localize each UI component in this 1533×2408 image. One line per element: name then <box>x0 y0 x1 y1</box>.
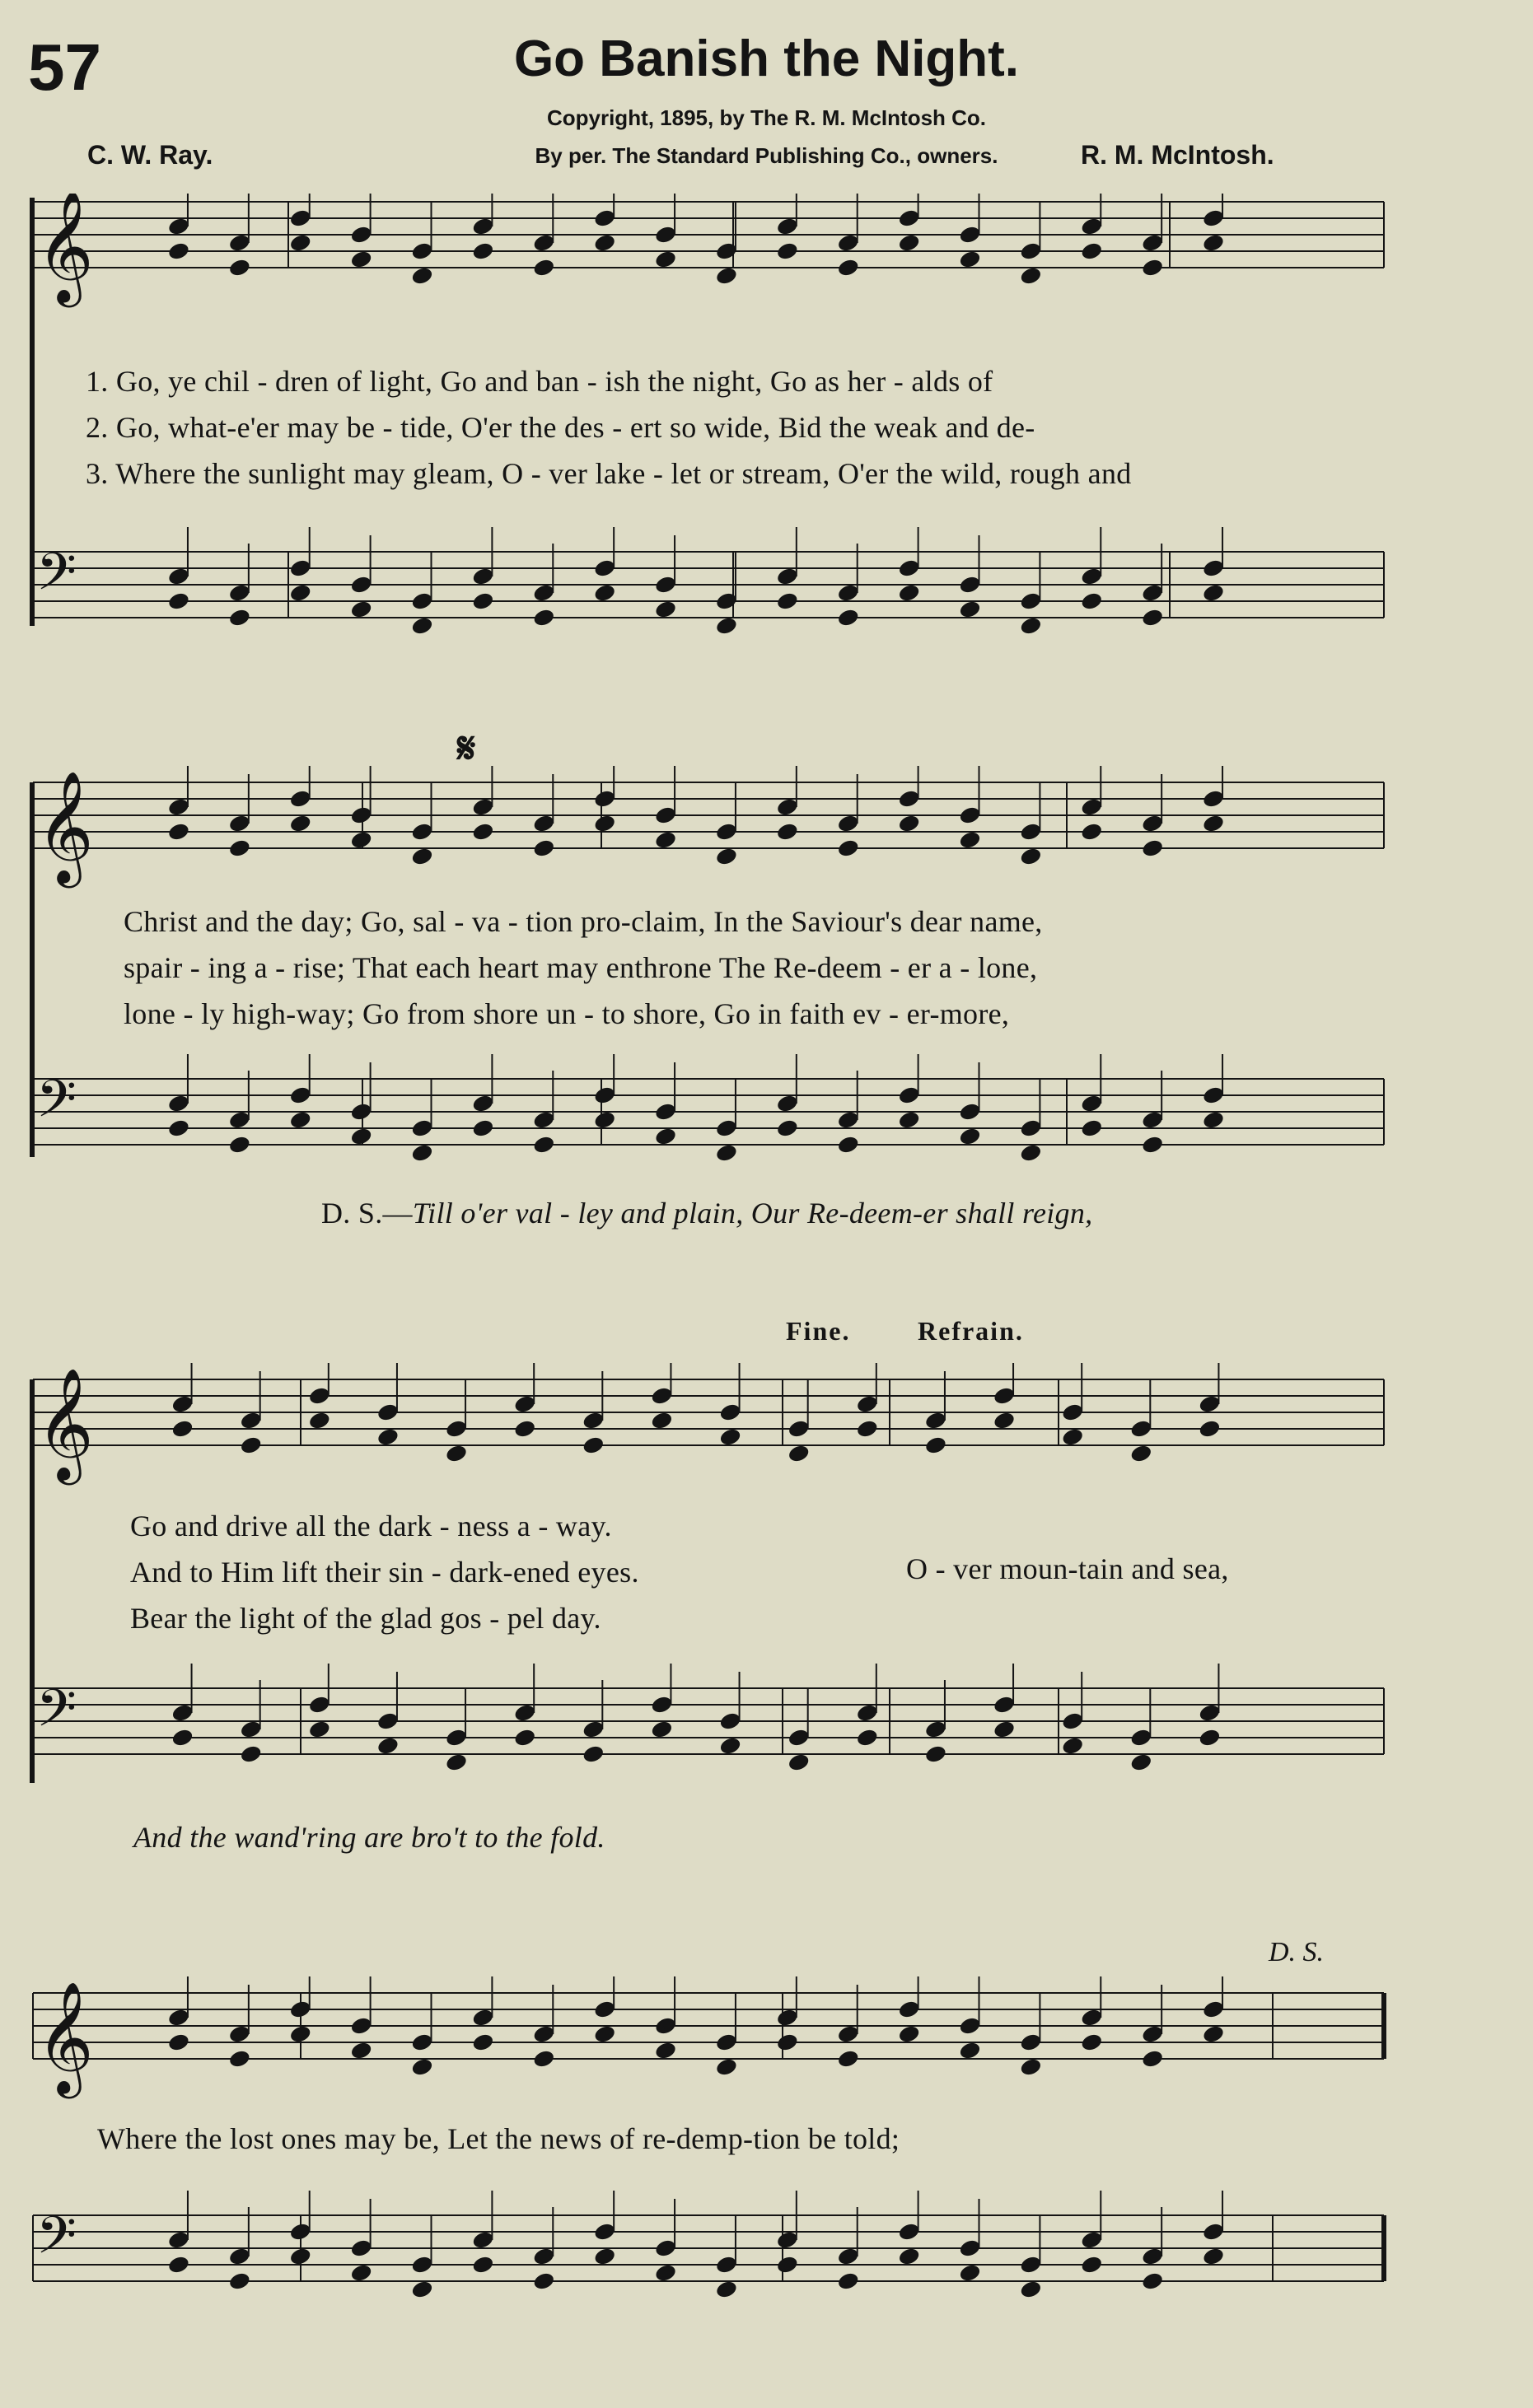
note-head <box>1141 2271 1165 2292</box>
note-head <box>239 1435 263 1456</box>
system-3-lyric-verse-1: Go and drive all the dark - ness a - way. <box>130 1510 612 1542</box>
system-3-bass-staff <box>25 1664 1392 1812</box>
note-head <box>776 1118 800 1139</box>
note-head <box>513 1419 537 1440</box>
note-head <box>349 2041 373 2061</box>
system-4-treble-staff <box>25 1976 1392 2125</box>
note-head <box>239 1744 263 1765</box>
note-head <box>228 258 252 278</box>
refrain-lyric: O - ver moun-tain and sea, <box>906 1552 1229 1585</box>
note-head <box>532 2049 556 2070</box>
note-head <box>308 1411 332 1431</box>
system-1-lyric-verse-3: 3. Where the sunlight may gleam, O - ver lake - let or stream, O'er the wild, rough and <box>86 457 1132 490</box>
note-head <box>718 1427 742 1448</box>
note-head <box>1080 2032 1104 2053</box>
note-head <box>1141 258 1165 278</box>
note-head <box>410 1143 434 1164</box>
bass-staff-lines <box>25 527 1392 692</box>
note-head <box>1080 591 1104 612</box>
note-head <box>897 814 921 834</box>
note-head <box>1061 1427 1085 1448</box>
note-head <box>532 838 556 859</box>
note-head <box>776 241 800 262</box>
note-head <box>288 2247 312 2267</box>
system-1-treble-staff <box>25 194 1392 358</box>
note-head <box>1080 2255 1104 2275</box>
treble-staff-lines <box>25 1363 1392 1511</box>
treble-staff-lines <box>25 766 1392 914</box>
note-head <box>1061 1736 1085 1757</box>
system-2-lyric-verse-3: lone - ly high-way; Go from shore un - to shore, Go in faith ev - er-more, <box>124 997 1010 1030</box>
note-head <box>1129 1444 1153 1464</box>
system-3-brace <box>30 1379 35 1783</box>
note-head <box>1129 1752 1153 1773</box>
note-head <box>715 616 739 637</box>
note-head <box>958 2041 982 2061</box>
note-head <box>715 2280 739 2300</box>
ds-text-line-2: And the wand'ring are bro't to the fold. <box>133 1821 605 1854</box>
note-head <box>410 2057 434 2078</box>
system-4-bass-staff <box>25 2191 1392 2339</box>
note-head <box>445 1444 469 1464</box>
note-head <box>650 1720 674 1740</box>
note-head <box>410 616 434 637</box>
note-head <box>582 1435 605 1456</box>
note-head <box>228 608 252 628</box>
note-head <box>650 1411 674 1431</box>
system-1-lyric-verse-2: 2. Go, what-e'er may be - tide, O'er the des - ert so wide, Bid the weak and de- <box>86 411 1035 444</box>
note-head <box>167 1118 191 1139</box>
bass-clef-icon: 𝄢 <box>36 1071 77 1141</box>
note-head <box>445 1752 469 1773</box>
note-head <box>654 2263 678 2284</box>
note-head <box>471 822 495 842</box>
system-2-bass-staff <box>25 1054 1392 1202</box>
note-head <box>228 2271 252 2292</box>
note-head <box>1141 2049 1165 2070</box>
note-head <box>349 250 373 270</box>
note-head <box>532 1135 556 1155</box>
note-head <box>787 1444 811 1464</box>
note-head <box>1019 847 1043 867</box>
fine-mark: Fine. <box>786 1316 851 1346</box>
note-head <box>532 2271 556 2292</box>
treble-clef-icon: 𝄞 <box>36 1984 94 2092</box>
note-head <box>228 1135 252 1155</box>
copyright-line-1: Copyright, 1895, by The R. M. McIntosh Co. <box>546 105 987 130</box>
note-head <box>856 1419 880 1440</box>
note-head <box>958 2263 982 2284</box>
note-head <box>654 2041 678 2061</box>
bass-staff-lines <box>25 2191 1392 2339</box>
bass-staff-lines <box>25 1054 1392 1202</box>
note-head <box>1202 233 1226 254</box>
note-head <box>288 233 312 254</box>
note-head <box>513 1728 537 1748</box>
note-head <box>349 2263 373 2284</box>
note-head <box>228 838 252 859</box>
treble-clef-icon: 𝄞 <box>36 773 94 881</box>
note-head <box>349 600 373 620</box>
note-head <box>897 1110 921 1131</box>
note-head <box>228 2049 252 2070</box>
note-head <box>1198 1419 1222 1440</box>
note-head <box>532 258 556 278</box>
note-head <box>171 1419 194 1440</box>
note-head <box>532 608 556 628</box>
note-head <box>776 2255 800 2275</box>
note-head <box>410 266 434 287</box>
system-3-lyric-verse-2: And to Him lift their sin - dark-ened eyes. <box>130 1556 639 1589</box>
note-head <box>1202 1110 1226 1131</box>
note-head <box>593 1110 617 1131</box>
note-head <box>897 2247 921 2267</box>
note-head <box>856 1728 880 1748</box>
note-head <box>471 2032 495 2053</box>
note-head <box>471 1118 495 1139</box>
hymn-title: Go Banish the Night. <box>513 30 1020 87</box>
note-head <box>897 233 921 254</box>
ds-lyric: Till o'er val - ley and plain, Our Re-deem-er shall reign, <box>412 1197 1093 1230</box>
note-head <box>1019 616 1043 637</box>
system-2-brace <box>30 782 35 1157</box>
bass-staff-lines <box>25 1664 1392 1812</box>
note-head <box>715 2057 739 2078</box>
note-head <box>288 814 312 834</box>
note-head <box>958 600 982 620</box>
note-head <box>958 1127 982 1147</box>
system-1-bass-staff <box>25 527 1392 692</box>
treble-clef-icon: 𝄞 <box>36 194 94 301</box>
note-head <box>1202 2247 1226 2267</box>
note-head <box>654 830 678 851</box>
note-head <box>582 1744 605 1765</box>
bass-clef-icon: 𝄢 <box>36 544 77 614</box>
note-head <box>593 2024 617 2045</box>
note-head <box>167 591 191 612</box>
note-head <box>776 822 800 842</box>
note-head <box>718 1736 742 1757</box>
note-head <box>471 241 495 262</box>
system-2-treble-staff <box>25 766 1392 914</box>
note-head <box>471 2255 495 2275</box>
note-head <box>1080 241 1104 262</box>
note-head <box>836 2049 860 2070</box>
segno-sign: 𝄋 <box>457 726 476 772</box>
note-head <box>993 1720 1017 1740</box>
note-head <box>376 1427 400 1448</box>
note-head <box>1019 2057 1043 2078</box>
ds-mark: D. S. <box>1269 1937 1325 1967</box>
hymn-number: 57 <box>28 30 101 104</box>
note-head <box>897 2024 921 2045</box>
system-1-lyric-verse-1: 1. Go, ye chil - dren of light, Go and ban - ish the night, Go as her - alds of <box>86 365 993 398</box>
note-head <box>1019 1143 1043 1164</box>
note-head <box>897 583 921 604</box>
note-head <box>167 822 191 842</box>
note-head <box>1019 2280 1043 2300</box>
system-3-lyric-verse-3: Bear the light of the glad gos - pel day. <box>130 1602 601 1635</box>
note-head <box>288 2024 312 2045</box>
note-head <box>593 2247 617 2267</box>
note-head <box>836 838 860 859</box>
note-head <box>958 250 982 270</box>
note-head <box>1202 814 1226 834</box>
ds-text-line-1 <box>321 1196 1092 1230</box>
note-head <box>171 1728 194 1748</box>
note-head <box>836 1135 860 1155</box>
note-head <box>1019 266 1043 287</box>
note-head <box>471 591 495 612</box>
note-head <box>836 2271 860 2292</box>
note-head <box>776 591 800 612</box>
system-2-lyric-verse-1: Christ and the day; Go, sal - va - tion pro-claim, In the Saviour's dear name, <box>124 905 1043 938</box>
note-head <box>593 233 617 254</box>
copyright-line-2: By per. The Standard Publishing Co., owners. <box>535 143 998 168</box>
bass-clef-icon: 𝄢 <box>36 2208 77 2277</box>
note-head <box>349 830 373 851</box>
note-head <box>1080 1118 1104 1139</box>
note-head <box>958 830 982 851</box>
system-1-brace <box>30 198 35 626</box>
note-head <box>167 2032 191 2053</box>
words-by: C. W. Ray. <box>87 140 213 170</box>
note-head <box>410 2280 434 2300</box>
note-head <box>924 1435 948 1456</box>
note-head <box>715 1143 739 1164</box>
note-head <box>654 600 678 620</box>
note-head <box>349 1127 373 1147</box>
note-head <box>376 1736 400 1757</box>
treble-staff-lines <box>25 1976 1392 2125</box>
note-head <box>1141 838 1165 859</box>
ds-prefix: D. S.— <box>321 1197 413 1230</box>
note-head <box>836 258 860 278</box>
note-head <box>836 608 860 628</box>
note-head <box>993 1411 1017 1431</box>
note-head <box>288 1110 312 1131</box>
note-head <box>1202 583 1226 604</box>
system-4-lyric-verse-1: Where the lost ones may be, Let the news of re-demp-tion be told; <box>97 2122 900 2155</box>
note-head <box>308 1720 332 1740</box>
note-head <box>715 847 739 867</box>
refrain-mark: Refrain. <box>918 1316 1024 1346</box>
note-head <box>1202 2024 1226 2045</box>
note-head <box>654 250 678 270</box>
note-head <box>167 2255 191 2275</box>
note-head <box>1141 1135 1165 1155</box>
note-head <box>1198 1728 1222 1748</box>
treble-staff-lines <box>25 194 1392 358</box>
note-head <box>715 266 739 287</box>
system-3-treble-staff <box>25 1363 1392 1511</box>
treble-clef-icon: 𝄞 <box>36 1370 94 1478</box>
note-head <box>924 1744 948 1765</box>
note-head <box>593 583 617 604</box>
music-by: R. M. McIntosh. <box>1081 140 1274 170</box>
note-head <box>593 814 617 834</box>
system-2-lyric-verse-2: spair - ing a - rise; That each heart may enthrone The Re-deem - er a - lone, <box>124 951 1038 984</box>
note-head <box>410 847 434 867</box>
note-head <box>167 241 191 262</box>
note-head <box>654 1127 678 1147</box>
note-head <box>787 1752 811 1773</box>
note-head <box>1080 822 1104 842</box>
note-head <box>776 2032 800 2053</box>
note-head <box>288 583 312 604</box>
bass-clef-icon: 𝄢 <box>36 1681 77 1750</box>
note-head <box>1141 608 1165 628</box>
